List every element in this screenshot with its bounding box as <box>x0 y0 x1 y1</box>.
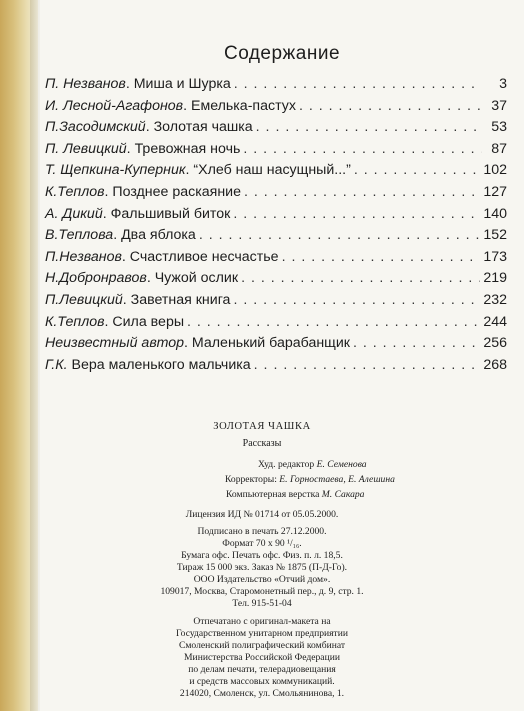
toc-page-number: 127 <box>483 183 507 200</box>
toc-page-number: 3 <box>499 76 507 92</box>
paper-line: Бумага офс. Печать офс. Физ. п. л. 18,5. <box>181 550 343 561</box>
toc-story-title: Емелька-пастух <box>190 97 296 114</box>
toc-separator: . <box>145 119 154 136</box>
toc-entry <box>45 249 507 271</box>
toc-story-title: Сила веры <box>112 313 185 330</box>
toc-page-number: 219 <box>483 270 507 287</box>
toc-page-number: 102 <box>483 162 507 179</box>
toc-leader-dots <box>282 249 481 265</box>
toc-leader-dots <box>243 141 482 157</box>
toc-entry <box>45 162 507 184</box>
toc-entry <box>45 335 507 357</box>
toc-page-number: 53 <box>491 119 507 136</box>
toc-leader-dots <box>234 76 482 92</box>
toc-story-title: Заветная книга <box>130 291 231 308</box>
toc-story-title: Счастливое несчастье <box>129 248 279 265</box>
toc-page-number: 37 <box>491 97 507 114</box>
art-editor-name: Е. Семенова <box>316 459 367 470</box>
phone-line: Тел. 915-51-04 <box>232 598 292 609</box>
toc-leader-dots <box>233 206 480 222</box>
toc-author: И. Лесной-Агафонов <box>45 97 184 114</box>
format-line: Формат 70 х 90 ¹/₁₆. <box>222 538 302 549</box>
toc-story-title: Чужой ослик <box>154 270 239 287</box>
toc-separator: . <box>104 313 113 330</box>
toc-author: Н.Добронравов <box>45 270 147 287</box>
toc-author: К.Теплов <box>45 183 105 200</box>
toc-entry <box>45 141 507 163</box>
toc-story-title: Миша и Шурка <box>133 76 231 92</box>
toc-separator: . <box>185 162 194 179</box>
toc-page-number: 232 <box>483 291 507 308</box>
printed-line-3: Смоленский полиграфический комбинат <box>178 640 346 651</box>
toc-separator: . <box>122 291 131 308</box>
layout-line <box>226 489 364 500</box>
book-title: ЗОЛОТАЯ ЧАШКА <box>213 421 311 432</box>
signed-line: Подписано в печать 27.12.2000. <box>197 526 327 537</box>
layout-name: М. Сакара <box>321 489 365 500</box>
art-editor-line <box>258 459 367 470</box>
art-editor-label: Худ. редактор <box>258 459 315 470</box>
toc-separator: . <box>146 270 155 287</box>
toc-leader-dots <box>241 270 480 286</box>
toc-story-title: Тревожная ночь <box>134 140 241 157</box>
toc-separator: . <box>121 248 130 265</box>
toc-leader-dots <box>256 119 482 135</box>
printed-line-1: Отпечатано с оригинал-макета на <box>193 616 331 627</box>
toc-story-title: Позднее раскаяние <box>112 183 241 200</box>
toc-entry <box>45 184 507 206</box>
printed-line-5: по делам печати, телерадиовещания <box>188 664 336 675</box>
table-of-contents <box>45 76 507 378</box>
toc-story-title: Два яблока <box>121 227 196 244</box>
toc-entry <box>45 119 507 141</box>
toc-story-title: Золотая чашка <box>153 119 253 136</box>
toc-story-title: Маленький барабанщик <box>191 335 350 352</box>
correctors-names: Е. Горностаева, Е. Алешина <box>279 474 395 485</box>
printed-line-7: 214020, Смоленск, ул. Смольянинова, 1. <box>179 688 345 699</box>
publisher-line: ООО Издательство «Отчий дом». <box>193 574 331 585</box>
toc-entry <box>45 227 507 249</box>
toc-author: Г.К. <box>45 356 68 373</box>
license-line: Лицензия ИД № 01714 от 05.05.2000. <box>185 509 339 520</box>
print-run-line: Тираж 15 000 экз. Заказ № 1875 (П-Д-Го). <box>176 562 348 573</box>
book-subtitle: Рассказы <box>242 438 282 449</box>
toc-separator: . <box>102 205 111 222</box>
toc-entry <box>45 206 507 228</box>
toc-page-number: 140 <box>483 205 507 222</box>
toc-leader-dots <box>199 227 481 243</box>
toc-author: Неизвестный автор <box>45 335 185 352</box>
toc-page-number: 268 <box>483 356 507 373</box>
toc-separator: . <box>183 97 191 114</box>
toc-author: П.Засодимский <box>45 119 146 136</box>
toc-page-number: 87 <box>491 140 507 157</box>
toc-entry <box>45 270 507 292</box>
toc-author: П.Незванов <box>45 248 122 265</box>
toc-leader-dots <box>353 335 480 351</box>
toc-story-title: “Хлеб наш насущный...” <box>193 162 351 179</box>
correctors-label: Корректоры: <box>225 474 277 485</box>
toc-story-title: Фальшивый биток <box>110 205 231 222</box>
address-line: 109017, Москва, Старомонетный пер., д. 9, стр. 1. <box>160 586 364 597</box>
toc-page-number: 256 <box>483 335 507 352</box>
toc-separator: . <box>184 335 192 352</box>
toc-page-number: 173 <box>483 248 507 265</box>
printed-line-6: и средств массовых коммуникаций. <box>189 676 335 687</box>
toc-page-number: 244 <box>483 313 507 330</box>
toc-leader-dots <box>187 314 480 330</box>
toc-leader-dots <box>299 98 482 114</box>
toc-author: Т. Щепкина-Куперник <box>45 162 186 179</box>
toc-author: В.Теплова <box>45 227 114 244</box>
toc-separator: . <box>104 183 113 200</box>
contents-title: Содержание <box>223 43 341 64</box>
toc-leader-dots <box>354 162 480 178</box>
printed-line-4: Министерства Российской Федерации <box>184 652 340 663</box>
toc-entry <box>45 292 507 314</box>
toc-author: П.Левицкий <box>45 291 123 308</box>
toc-entry <box>45 76 507 98</box>
toc-story-title: Вера маленького мальчика <box>71 356 251 373</box>
toc-separator: . <box>113 227 122 244</box>
toc-leader-dots <box>254 357 481 373</box>
toc-leader-dots <box>244 184 480 200</box>
toc-entry <box>45 314 507 336</box>
layout-label: Компьютерная верстка <box>226 489 320 500</box>
toc-author: П. Незванов <box>45 76 126 92</box>
correctors-line <box>225 474 395 485</box>
toc-page-number: 152 <box>483 227 507 244</box>
toc-entry <box>45 357 507 379</box>
toc-author: К.Теплов <box>45 313 105 330</box>
toc-separator: . <box>125 76 134 92</box>
toc-author: П. Левицкий <box>45 140 127 157</box>
toc-separator: . <box>126 140 135 157</box>
toc-leader-dots <box>233 292 480 308</box>
printed-line-2: Государственном унитарном предприятии <box>175 628 349 639</box>
toc-author: А. Дикий <box>45 205 103 222</box>
toc-entry <box>45 98 507 120</box>
